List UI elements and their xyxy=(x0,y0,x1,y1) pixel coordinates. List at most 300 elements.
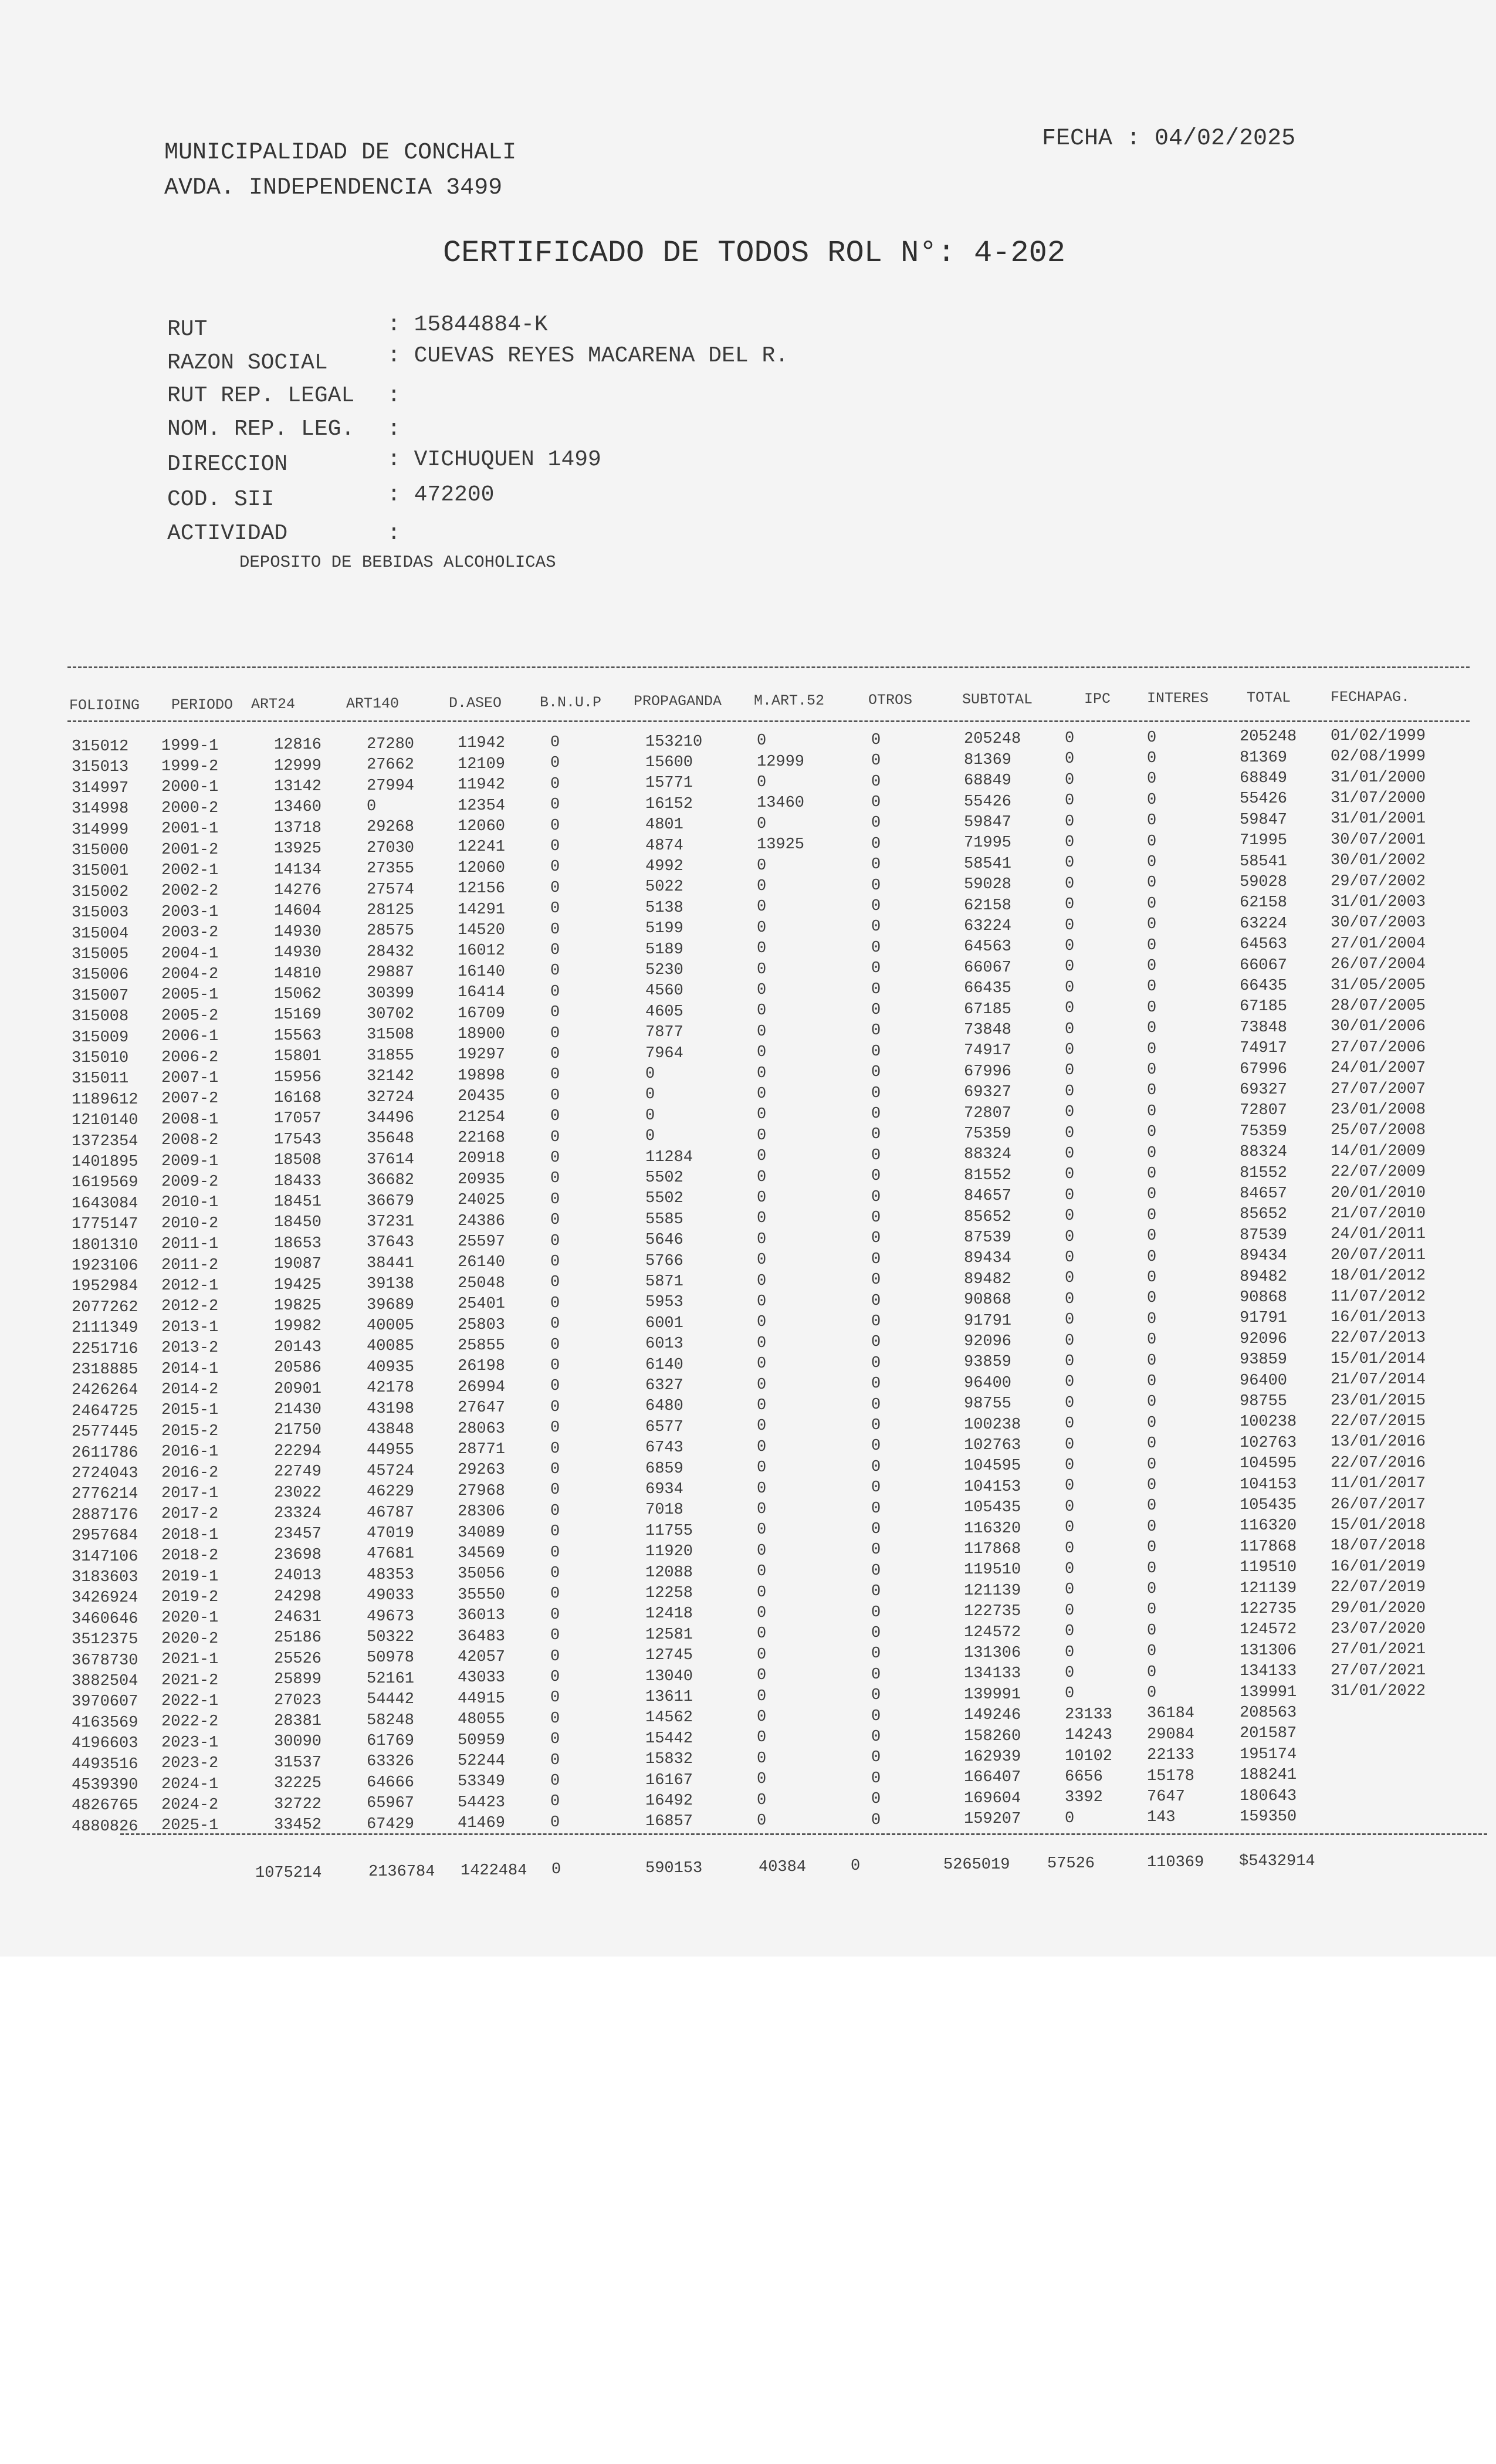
cell-interes: 0 xyxy=(1147,1601,1157,1619)
cell-ipc: 0 xyxy=(1065,1062,1075,1080)
cell-bnup: 0 xyxy=(550,1751,560,1769)
cell-art140: 27574 xyxy=(367,881,415,899)
cell-subtotal: 205248 xyxy=(964,730,1021,749)
cell-bnup: 0 xyxy=(550,1149,560,1167)
cell-fechapag: 15/01/2014 xyxy=(1331,1350,1426,1368)
cell-folioing: 2957684 xyxy=(72,1527,138,1545)
cell-fechapag: 28/07/2005 xyxy=(1331,997,1426,1015)
cell-propaganda: 12258 xyxy=(645,1585,693,1602)
cell-subtotal: 104153 xyxy=(964,1478,1021,1496)
cell-folioing: 315005 xyxy=(72,946,129,963)
cell-mart52: 0 xyxy=(757,1501,767,1518)
cell-periodo: 2018-1 xyxy=(161,1526,219,1544)
cell-interes: 0 xyxy=(1147,1663,1157,1681)
cell-fechapag: 25/07/2008 xyxy=(1331,1122,1426,1140)
cell-periodo: 2009-2 xyxy=(161,1173,219,1191)
cell-subtotal: 72807 xyxy=(964,1104,1012,1122)
cell-art140: 31855 xyxy=(367,1047,415,1065)
cell-ipc: 0 xyxy=(1065,730,1075,747)
cell-bnup: 0 xyxy=(550,1232,560,1250)
cell-art140: 43198 xyxy=(367,1400,415,1418)
cell-mart52: 0 xyxy=(757,878,767,895)
info-value-rut-rep-legal: : xyxy=(387,383,401,408)
cell-art24: 19425 xyxy=(274,1276,322,1294)
cell-periodo: 2004-2 xyxy=(161,966,219,983)
cell-propaganda: 12745 xyxy=(645,1647,693,1665)
cell-periodo: 2012-2 xyxy=(161,1298,219,1316)
cell-folioing: 315007 xyxy=(72,987,129,1005)
cell-propaganda: 7877 xyxy=(645,1024,683,1042)
cell-subtotal: 59028 xyxy=(964,876,1012,894)
cell-total: 67185 xyxy=(1240,998,1288,1016)
cell-ipc: 0 xyxy=(1065,1436,1075,1454)
cell-interes: 0 xyxy=(1147,1269,1157,1287)
cell-otros: 0 xyxy=(871,898,881,915)
cell-folioing: 315013 xyxy=(72,759,129,777)
cell-d-aseo: 28306 xyxy=(458,1503,506,1521)
cell-d-aseo: 52244 xyxy=(458,1752,506,1770)
cell-art24: 15169 xyxy=(274,1006,322,1024)
cell-subtotal: 169604 xyxy=(964,1789,1021,1808)
cell-propaganda: 15832 xyxy=(645,1751,693,1769)
cell-mart52: 0 xyxy=(757,815,767,833)
total-d-aseo: 1422484 xyxy=(461,1862,527,1880)
cell-bnup: 0 xyxy=(550,1606,560,1624)
cell-art24: 19825 xyxy=(274,1297,322,1315)
cell-mart52: 0 xyxy=(757,1417,767,1436)
cell-ipc: 0 xyxy=(1065,1020,1075,1038)
cell-art140: 28432 xyxy=(367,943,415,961)
cell-periodo: 2010-1 xyxy=(161,1194,219,1212)
cell-ipc: 0 xyxy=(1065,1602,1075,1620)
cell-otros: 0 xyxy=(871,1064,881,1082)
cell-interes: 0 xyxy=(1147,1539,1157,1557)
cell-d-aseo: 35056 xyxy=(458,1565,506,1583)
cell-subtotal: 162939 xyxy=(964,1748,1021,1766)
cell-total: 91791 xyxy=(1240,1309,1288,1328)
cell-ipc: 0 xyxy=(1065,1270,1075,1288)
cell-d-aseo: 36483 xyxy=(458,1627,506,1646)
cell-subtotal: 66435 xyxy=(964,980,1012,998)
cell-d-aseo: 41469 xyxy=(458,1815,506,1833)
cell-ipc: 0 xyxy=(1065,1394,1075,1412)
cell-periodo: 2025-1 xyxy=(161,1817,219,1835)
cell-propaganda: 0 xyxy=(645,1086,655,1104)
cell-bnup: 0 xyxy=(550,1440,560,1458)
cell-art24: 18653 xyxy=(274,1234,322,1253)
cell-fechapag: 16/01/2019 xyxy=(1331,1558,1426,1576)
cell-total: 81369 xyxy=(1240,749,1288,767)
cell-mart52: 0 xyxy=(757,857,767,875)
cell-d-aseo: 20935 xyxy=(458,1170,506,1189)
cell-fechapag: 22/07/2019 xyxy=(1331,1579,1426,1597)
cell-mart52: 0 xyxy=(757,1625,767,1643)
cell-total: 87539 xyxy=(1240,1226,1288,1244)
cell-art140: 29887 xyxy=(367,964,415,982)
cell-interes: 0 xyxy=(1147,1123,1157,1142)
cell-otros: 0 xyxy=(871,1001,881,1019)
cell-total: 131306 xyxy=(1240,1641,1297,1660)
cell-art24: 23698 xyxy=(274,1546,322,1564)
cell-otros: 0 xyxy=(871,1603,881,1622)
cell-subtotal: 117868 xyxy=(964,1541,1021,1558)
cell-propaganda: 6859 xyxy=(645,1460,683,1478)
cell-subtotal: 104595 xyxy=(964,1457,1021,1475)
cell-mart52: 0 xyxy=(757,1771,767,1789)
cell-subtotal: 105435 xyxy=(964,1499,1021,1517)
cell-mart52: 0 xyxy=(757,774,767,791)
col-header-otros: OTROS xyxy=(868,692,913,709)
cell-periodo: 2016-2 xyxy=(161,1464,219,1482)
cell-periodo: 2018-2 xyxy=(161,1547,219,1565)
cell-propaganda: 4560 xyxy=(645,982,683,1000)
cell-folioing: 3183603 xyxy=(72,1569,138,1586)
info-value-nom-rep-leg: : xyxy=(387,417,401,442)
cell-total: 62158 xyxy=(1240,894,1288,912)
cell-mart52: 0 xyxy=(757,1397,767,1414)
cell-propaganda: 5022 xyxy=(645,878,683,896)
cell-interes: 0 xyxy=(1147,957,1157,975)
cell-propaganda: 6934 xyxy=(645,1481,683,1498)
info-label-direccion: DIRECCION xyxy=(167,452,288,477)
cell-propaganda: 6140 xyxy=(645,1356,683,1374)
cell-periodo: 2021-1 xyxy=(161,1651,219,1669)
cell-fechapag: 14/01/2009 xyxy=(1331,1142,1426,1160)
cell-fechapag: 31/07/2000 xyxy=(1331,790,1426,807)
cell-folioing: 315008 xyxy=(72,1008,129,1026)
cell-mart52: 0 xyxy=(757,1251,767,1270)
cell-interes: 15178 xyxy=(1147,1767,1195,1785)
cell-otros: 0 xyxy=(871,1417,881,1434)
cell-mart52: 0 xyxy=(757,1729,767,1747)
cell-propaganda: 16857 xyxy=(645,1813,693,1831)
cell-d-aseo: 11942 xyxy=(458,776,506,794)
cell-periodo: 2006-2 xyxy=(161,1048,219,1067)
cell-total: 102763 xyxy=(1240,1434,1297,1452)
cell-art140: 37614 xyxy=(367,1150,415,1169)
cell-ipc: 0 xyxy=(1065,792,1075,810)
cell-folioing: 2887176 xyxy=(72,1506,138,1524)
cell-ipc: 0 xyxy=(1065,1643,1075,1661)
cell-art24: 18451 xyxy=(274,1193,322,1211)
cell-mart52: 0 xyxy=(757,1521,767,1539)
col-header-bnup: B.N.U.P xyxy=(540,693,602,711)
total-art24: 1075214 xyxy=(255,1864,322,1882)
cell-subtotal: 102763 xyxy=(964,1437,1021,1454)
cell-art24: 21430 xyxy=(274,1401,322,1419)
cell-bnup: 0 xyxy=(550,1731,560,1749)
cell-fechapag: 11/07/2012 xyxy=(1331,1288,1426,1306)
cell-propaganda: 6577 xyxy=(645,1418,683,1436)
cell-propaganda: 16152 xyxy=(645,795,693,813)
cell-subtotal: 87539 xyxy=(964,1229,1012,1247)
cell-fechapag: 23/01/2008 xyxy=(1331,1101,1426,1119)
cell-folioing: 315009 xyxy=(72,1028,129,1047)
cell-interes: 0 xyxy=(1147,874,1157,892)
cell-bnup: 0 xyxy=(550,1481,560,1500)
cell-mart52: 13460 xyxy=(757,794,805,813)
cell-bnup: 0 xyxy=(550,1315,560,1333)
cell-periodo: 2003-1 xyxy=(161,903,219,921)
cell-d-aseo: 24025 xyxy=(458,1192,506,1210)
cell-d-aseo: 12060 xyxy=(458,818,506,835)
cell-d-aseo: 12241 xyxy=(458,838,506,857)
col-header-subtotal: SUBTOTAL xyxy=(962,691,1033,709)
cell-interes: 0 xyxy=(1147,916,1157,934)
cell-art140: 0 xyxy=(367,798,377,815)
cell-subtotal: 166407 xyxy=(964,1769,1021,1787)
cell-propaganda: 14562 xyxy=(645,1709,693,1727)
cell-art24: 16168 xyxy=(274,1089,322,1107)
cell-interes: 0 xyxy=(1147,832,1157,851)
cell-d-aseo: 25597 xyxy=(458,1233,506,1251)
table-bottom-rule xyxy=(120,1833,1487,1835)
cell-total: 201587 xyxy=(1240,1725,1297,1743)
cell-art24: 22294 xyxy=(274,1442,322,1460)
cell-subtotal: 122735 xyxy=(964,1603,1021,1621)
cell-subtotal: 81552 xyxy=(964,1166,1012,1184)
cell-ipc: 0 xyxy=(1065,1415,1075,1433)
cell-interes: 0 xyxy=(1147,1061,1157,1079)
cell-subtotal: 139991 xyxy=(964,1685,1021,1704)
cell-bnup: 0 xyxy=(550,817,560,835)
cell-art24: 14134 xyxy=(274,861,322,879)
cell-folioing: 1189612 xyxy=(72,1091,138,1109)
cell-subtotal: 92096 xyxy=(964,1333,1012,1351)
cell-propaganda: 16492 xyxy=(645,1792,693,1810)
cell-propaganda: 5230 xyxy=(645,962,683,979)
cell-mart52: 0 xyxy=(757,1563,767,1581)
cell-propaganda: 4992 xyxy=(645,858,683,875)
municipality-name: MUNICIPALIDAD DE CONCHALI xyxy=(164,140,517,166)
cell-art24: 32225 xyxy=(274,1775,322,1793)
cell-d-aseo: 50959 xyxy=(458,1731,506,1749)
cell-interes: 0 xyxy=(1147,1580,1157,1598)
total-otros: 0 xyxy=(851,1857,861,1875)
cell-d-aseo: 27647 xyxy=(458,1399,506,1417)
cell-art24: 15801 xyxy=(274,1048,322,1066)
cell-ipc: 0 xyxy=(1065,1000,1075,1018)
cell-propaganda: 4874 xyxy=(645,837,683,855)
cell-mart52: 0 xyxy=(757,940,767,958)
cell-interes: 0 xyxy=(1147,729,1157,747)
cell-total: 75359 xyxy=(1240,1122,1288,1140)
cell-periodo: 2017-2 xyxy=(161,1505,219,1524)
cell-folioing: 4826765 xyxy=(72,1797,138,1815)
cell-ipc: 0 xyxy=(1065,1104,1075,1122)
cell-otros: 0 xyxy=(871,856,881,874)
cell-art24: 18508 xyxy=(274,1152,322,1170)
cell-bnup: 0 xyxy=(550,838,560,855)
cell-art24: 13925 xyxy=(274,840,322,858)
cell-art140: 49673 xyxy=(367,1607,415,1626)
cell-otros: 0 xyxy=(871,1271,881,1289)
cell-otros: 0 xyxy=(871,1811,881,1829)
cell-mart52: 0 xyxy=(757,1542,767,1560)
col-header-interes: INTERES xyxy=(1147,689,1209,707)
cell-propaganda: 15600 xyxy=(645,754,693,771)
col-header-art140: ART140 xyxy=(346,695,400,712)
cell-ipc: 0 xyxy=(1065,1082,1075,1101)
cell-otros: 0 xyxy=(871,1562,881,1580)
total-mart52: 40384 xyxy=(759,1859,807,1876)
cell-bnup: 0 xyxy=(550,1627,560,1645)
cell-folioing: 3882504 xyxy=(72,1673,138,1690)
cell-fechapag: 26/07/2004 xyxy=(1331,956,1426,974)
cell-subtotal: 85652 xyxy=(964,1208,1012,1226)
cell-total: 124572 xyxy=(1240,1621,1297,1639)
cell-bnup: 0 xyxy=(550,900,560,918)
cell-otros: 0 xyxy=(871,1230,881,1248)
cell-periodo: 2001-2 xyxy=(161,841,219,859)
cell-art24: 25526 xyxy=(274,1650,322,1668)
cell-propaganda: 6480 xyxy=(645,1397,683,1416)
cell-folioing: 4493516 xyxy=(72,1755,138,1773)
cell-ipc: 0 xyxy=(1065,771,1075,789)
cell-periodo: 2019-2 xyxy=(161,1589,219,1606)
cell-d-aseo: 42057 xyxy=(458,1649,506,1666)
cell-interes: 0 xyxy=(1147,1393,1157,1412)
cell-d-aseo: 18900 xyxy=(458,1025,506,1043)
cell-bnup: 0 xyxy=(550,1274,560,1292)
cell-total: 89482 xyxy=(1240,1268,1288,1286)
cell-subtotal: 90868 xyxy=(964,1291,1012,1309)
cell-mart52: 0 xyxy=(757,1605,767,1622)
cell-bnup: 0 xyxy=(550,962,560,980)
cell-periodo: 2020-1 xyxy=(161,1609,219,1627)
cell-art140: 65967 xyxy=(367,1795,415,1813)
cell-folioing: 3678730 xyxy=(72,1651,138,1670)
cell-total: 100238 xyxy=(1240,1413,1297,1431)
cell-fechapag: 22/07/2013 xyxy=(1331,1329,1426,1348)
cell-fechapag: 30/01/2002 xyxy=(1331,852,1426,870)
cell-propaganda: 13040 xyxy=(645,1667,693,1685)
cell-art24: 17543 xyxy=(274,1131,322,1149)
cell-ipc: 0 xyxy=(1065,896,1075,914)
cell-art140: 34496 xyxy=(367,1109,415,1127)
cell-d-aseo: 48055 xyxy=(458,1711,506,1729)
cell-otros: 0 xyxy=(871,1687,881,1705)
cell-art140: 64666 xyxy=(367,1773,415,1792)
cell-art24: 23022 xyxy=(274,1484,322,1502)
cell-otros: 0 xyxy=(871,1188,881,1206)
cell-ipc: 0 xyxy=(1065,1332,1075,1350)
cell-art24: 18433 xyxy=(274,1172,322,1190)
cell-subtotal: 63224 xyxy=(964,918,1012,935)
cell-propaganda: 5502 xyxy=(645,1169,683,1187)
cell-otros: 0 xyxy=(871,752,881,770)
cell-fechapag: 26/07/2017 xyxy=(1331,1495,1426,1514)
col-header-art24: ART24 xyxy=(251,695,296,713)
cell-interes: 22133 xyxy=(1147,1747,1195,1765)
cell-mart52: 0 xyxy=(757,1646,767,1664)
cell-art24: 17057 xyxy=(274,1110,322,1128)
cell-periodo: 2002-1 xyxy=(161,862,219,879)
info-label-nom-rep-leg: NOM. REP. LEG. xyxy=(167,417,355,442)
cell-propaganda: 5189 xyxy=(645,940,683,959)
cell-d-aseo: 16414 xyxy=(458,984,506,1002)
cell-periodo: 2001-1 xyxy=(161,820,219,838)
cell-art24: 21750 xyxy=(274,1421,322,1440)
info-value-razon-social: : CUEVAS REYES MACARENA DEL R. xyxy=(387,343,789,368)
cell-mart52: 0 xyxy=(757,1230,767,1248)
col-header-fechapag: FECHAPAG. xyxy=(1331,688,1410,706)
cell-total: 71995 xyxy=(1240,832,1288,850)
cell-propaganda: 11920 xyxy=(645,1543,693,1561)
cell-bnup: 0 xyxy=(550,775,560,793)
cell-d-aseo: 16140 xyxy=(458,963,506,981)
cell-propaganda: 5646 xyxy=(645,1231,683,1250)
cell-art24: 18450 xyxy=(274,1214,322,1232)
cell-fechapag: 13/01/2016 xyxy=(1331,1433,1426,1451)
cell-art140: 27994 xyxy=(367,777,415,795)
cell-periodo: 2000-2 xyxy=(161,799,219,817)
cell-subtotal: 62158 xyxy=(964,896,1012,915)
cell-art24: 24298 xyxy=(274,1588,322,1606)
cell-interes: 0 xyxy=(1147,1082,1157,1100)
cell-interes: 0 xyxy=(1147,895,1157,913)
cell-art24: 14604 xyxy=(274,902,322,920)
cell-art24: 14930 xyxy=(274,944,322,962)
cell-art24: 14810 xyxy=(274,964,322,983)
cell-fechapag: 31/01/2001 xyxy=(1331,810,1426,828)
cell-d-aseo: 25048 xyxy=(458,1274,506,1292)
cell-bnup: 0 xyxy=(550,754,560,773)
cell-art24: 23324 xyxy=(274,1505,322,1522)
cell-interes: 0 xyxy=(1147,1165,1157,1183)
cell-mart52: 0 xyxy=(757,1480,767,1498)
cell-subtotal: 66067 xyxy=(964,959,1012,977)
cell-d-aseo: 25855 xyxy=(458,1337,506,1355)
cell-otros: 0 xyxy=(871,1167,881,1186)
cell-fechapag: 02/08/1999 xyxy=(1331,748,1426,766)
cell-subtotal: 93859 xyxy=(964,1353,1012,1372)
cell-propaganda: 4801 xyxy=(645,816,683,834)
cell-folioing: 314998 xyxy=(72,800,129,818)
cell-ipc: 0 xyxy=(1065,1664,1075,1682)
cell-d-aseo: 26198 xyxy=(458,1358,506,1376)
info-label-rut-rep-legal: RUT REP. LEGAL xyxy=(167,383,355,408)
cell-interes: 0 xyxy=(1147,1414,1157,1432)
cell-art140: 32724 xyxy=(367,1088,415,1106)
cell-art140: 28125 xyxy=(367,902,415,919)
cell-art140: 49033 xyxy=(367,1587,415,1605)
cell-d-aseo: 28063 xyxy=(458,1420,506,1438)
cell-propaganda: 13611 xyxy=(645,1688,693,1706)
cell-art140: 39138 xyxy=(367,1275,415,1294)
cell-interes: 0 xyxy=(1147,936,1157,955)
cell-fechapag: 20/07/2011 xyxy=(1331,1246,1426,1264)
municipality-address: AVDA. INDEPENDENCIA 3499 xyxy=(164,175,503,201)
cell-otros: 0 xyxy=(871,814,881,832)
cell-subtotal: 149246 xyxy=(964,1707,1021,1725)
cell-propaganda: 12088 xyxy=(645,1563,693,1582)
cell-fechapag: 18/01/2012 xyxy=(1331,1267,1426,1285)
cell-art24: 15062 xyxy=(274,986,322,1003)
cell-folioing: 2251716 xyxy=(72,1340,138,1358)
cell-folioing: 1401895 xyxy=(72,1153,138,1171)
cell-otros: 0 xyxy=(871,1707,881,1725)
cell-otros: 0 xyxy=(871,1521,881,1538)
cell-total: 81552 xyxy=(1240,1164,1288,1182)
cell-otros: 0 xyxy=(871,794,881,811)
cell-art24: 22749 xyxy=(274,1463,322,1481)
total-propaganda: 590153 xyxy=(645,1860,703,1877)
cell-total: 59028 xyxy=(1240,874,1288,891)
col-header-periodo: PERIODO xyxy=(171,696,233,713)
cell-folioing: 1210140 xyxy=(72,1112,138,1130)
cell-fechapag: 30/01/2006 xyxy=(1331,1018,1426,1036)
